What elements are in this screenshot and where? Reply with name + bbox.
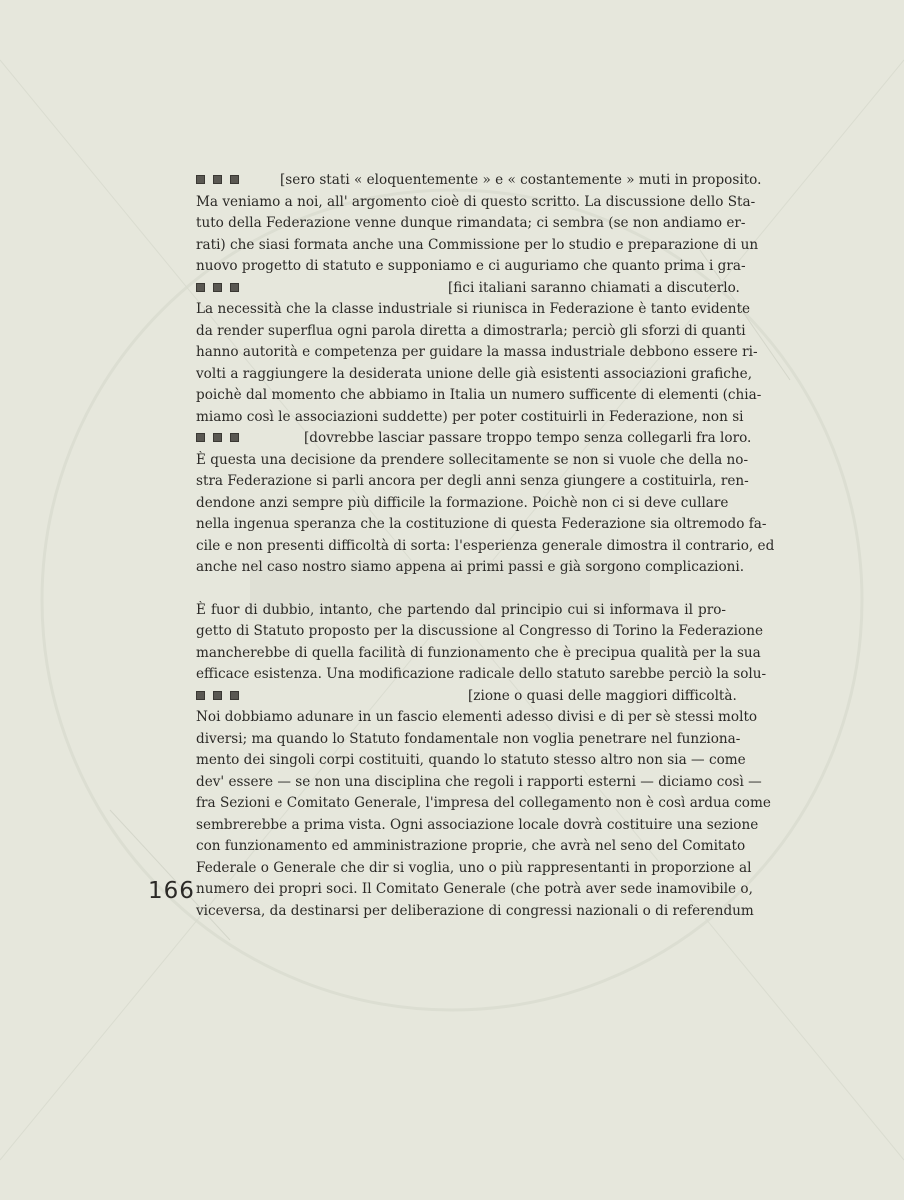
text-line: viceversa, da destinarsi per deliberazione di congressi nazionali o di referendum [196,902,754,919]
text-line: volti a raggiungere la desiderata unione delle già esistenti associazioni grafiche, [196,365,753,382]
text-line: numero dei propri soci. Il Comitato Generale (che potrà aver sede inamovibile o, [196,881,753,897]
continuation-text: [sero stati « eloquentemente » e « costantemente » muti in proposito. [280,172,762,188]
continuation-text: [fici italiani saranno chiamati a discuterlo. [448,279,740,296]
text-line: hanno autorità e competenza per guidare la massa industriale debbono essere ri- [196,344,758,360]
text-line: da render superflua ogni parola diretta a dimostrarla; perciò gli sforzi di quanti [196,322,746,339]
text-line: dev' essere — se non una disciplina che regoli i rapporti esterni — diciamo così — [196,773,762,790]
text-line: stra Federazione si parli ancora per degli anni senza giungere a costituirla, ren- [196,473,749,489]
text-line [196,686,737,708]
text-line [196,428,752,450]
text-line: Noi dobbiamo adunare in un fascio elementi adesso divisi e di per sè stessi molto [196,709,758,725]
continuation-text: [dovrebbe lasciar passare troppo tempo senza collegarli fra loro. [304,430,752,446]
text-line: con funzionamento ed amministrazione proprie, che avrà nel seno del Comitato [196,838,746,854]
text-line: È fuor di dubbio, intanto, che partendo dal principio cui si informava il pro- [196,601,726,618]
text-line: mento dei singoli corpi costituiti, quando lo statuto stesso altro non sia — come [196,752,746,768]
body-text [196,170,775,922]
text-line: getto di Statuto proposto per la discussione al Congresso di Torino la Federazione [196,623,764,639]
ornament-icon [196,433,239,442]
text-line: efficace esistenza. Una modificazione radicale dello statuto sarebbe perciò la solu- [196,666,767,682]
text-line: miamo così le associazioni suddette) per poter costituirli in Federazione, non si [196,408,744,425]
text-line: Ma veniamo a noi, all' argomento cioè di questo scritto. La discussione dello Sta- [196,193,756,210]
text-line: La necessità che la classe industriale si riunisca in Federazione è tanto evidente [196,301,751,317]
text-line: È questa una decisione da prendere sollecitamente se non si vuole che della no- [196,451,749,468]
text-line: Federale o Generale che dir si voglia, uno o più rappresentanti in proporzione al [196,859,752,876]
text-line: mancherebbe di quella facilità di funzionamento che è precipua qualità per la sua [196,644,761,661]
text-line: poichè dal momento che abbiamo in Italia un numero sufficente di elementi (chia- [196,387,762,403]
ornament-icon [196,691,239,700]
text-line: nuovo progetto di statuto e supponiamo e ci auguriamo che quanto prima i gra- [196,258,746,274]
text-line: tuto della Federazione venne dunque rimandata; ci sembra (se non andiamo er- [196,215,746,231]
text-line: sembrerebbe a prima vista. Ogni associazione locale dovrà costituire una sezione [196,816,759,833]
page-number: 166 [148,878,195,904]
text-line [196,278,740,300]
text-line: anche nel caso nostro siamo appena ai primi passi e già sorgono complicazioni. [196,559,745,575]
text-line: nella ingenua speranza che la costituzione di questa Federazione sia oltremodo fa- [196,516,767,532]
text-line: rati) che siasi formata anche una Commissione per lo studio e preparazione di un [196,236,759,253]
ornament-icon [196,175,239,184]
text-line: cile e non presenti difficoltà di sorta: l'esperienza generale dimostra il contrario, ed [196,537,775,554]
text-line [196,170,762,192]
text-line: dendone anzi sempre più difficile la formazione. Poichè non ci si deve cullare [196,494,729,511]
text-line: diversi; ma quando lo Statuto fondamentale non voglia penetrare nel funziona- [196,730,741,747]
ornament-icon [196,283,239,292]
continuation-text: [zione o quasi delle maggiori difficoltà. [468,687,737,704]
text-line: fra Sezioni e Comitato Generale, l'impresa del collegamento non è così ardua come [196,795,771,811]
